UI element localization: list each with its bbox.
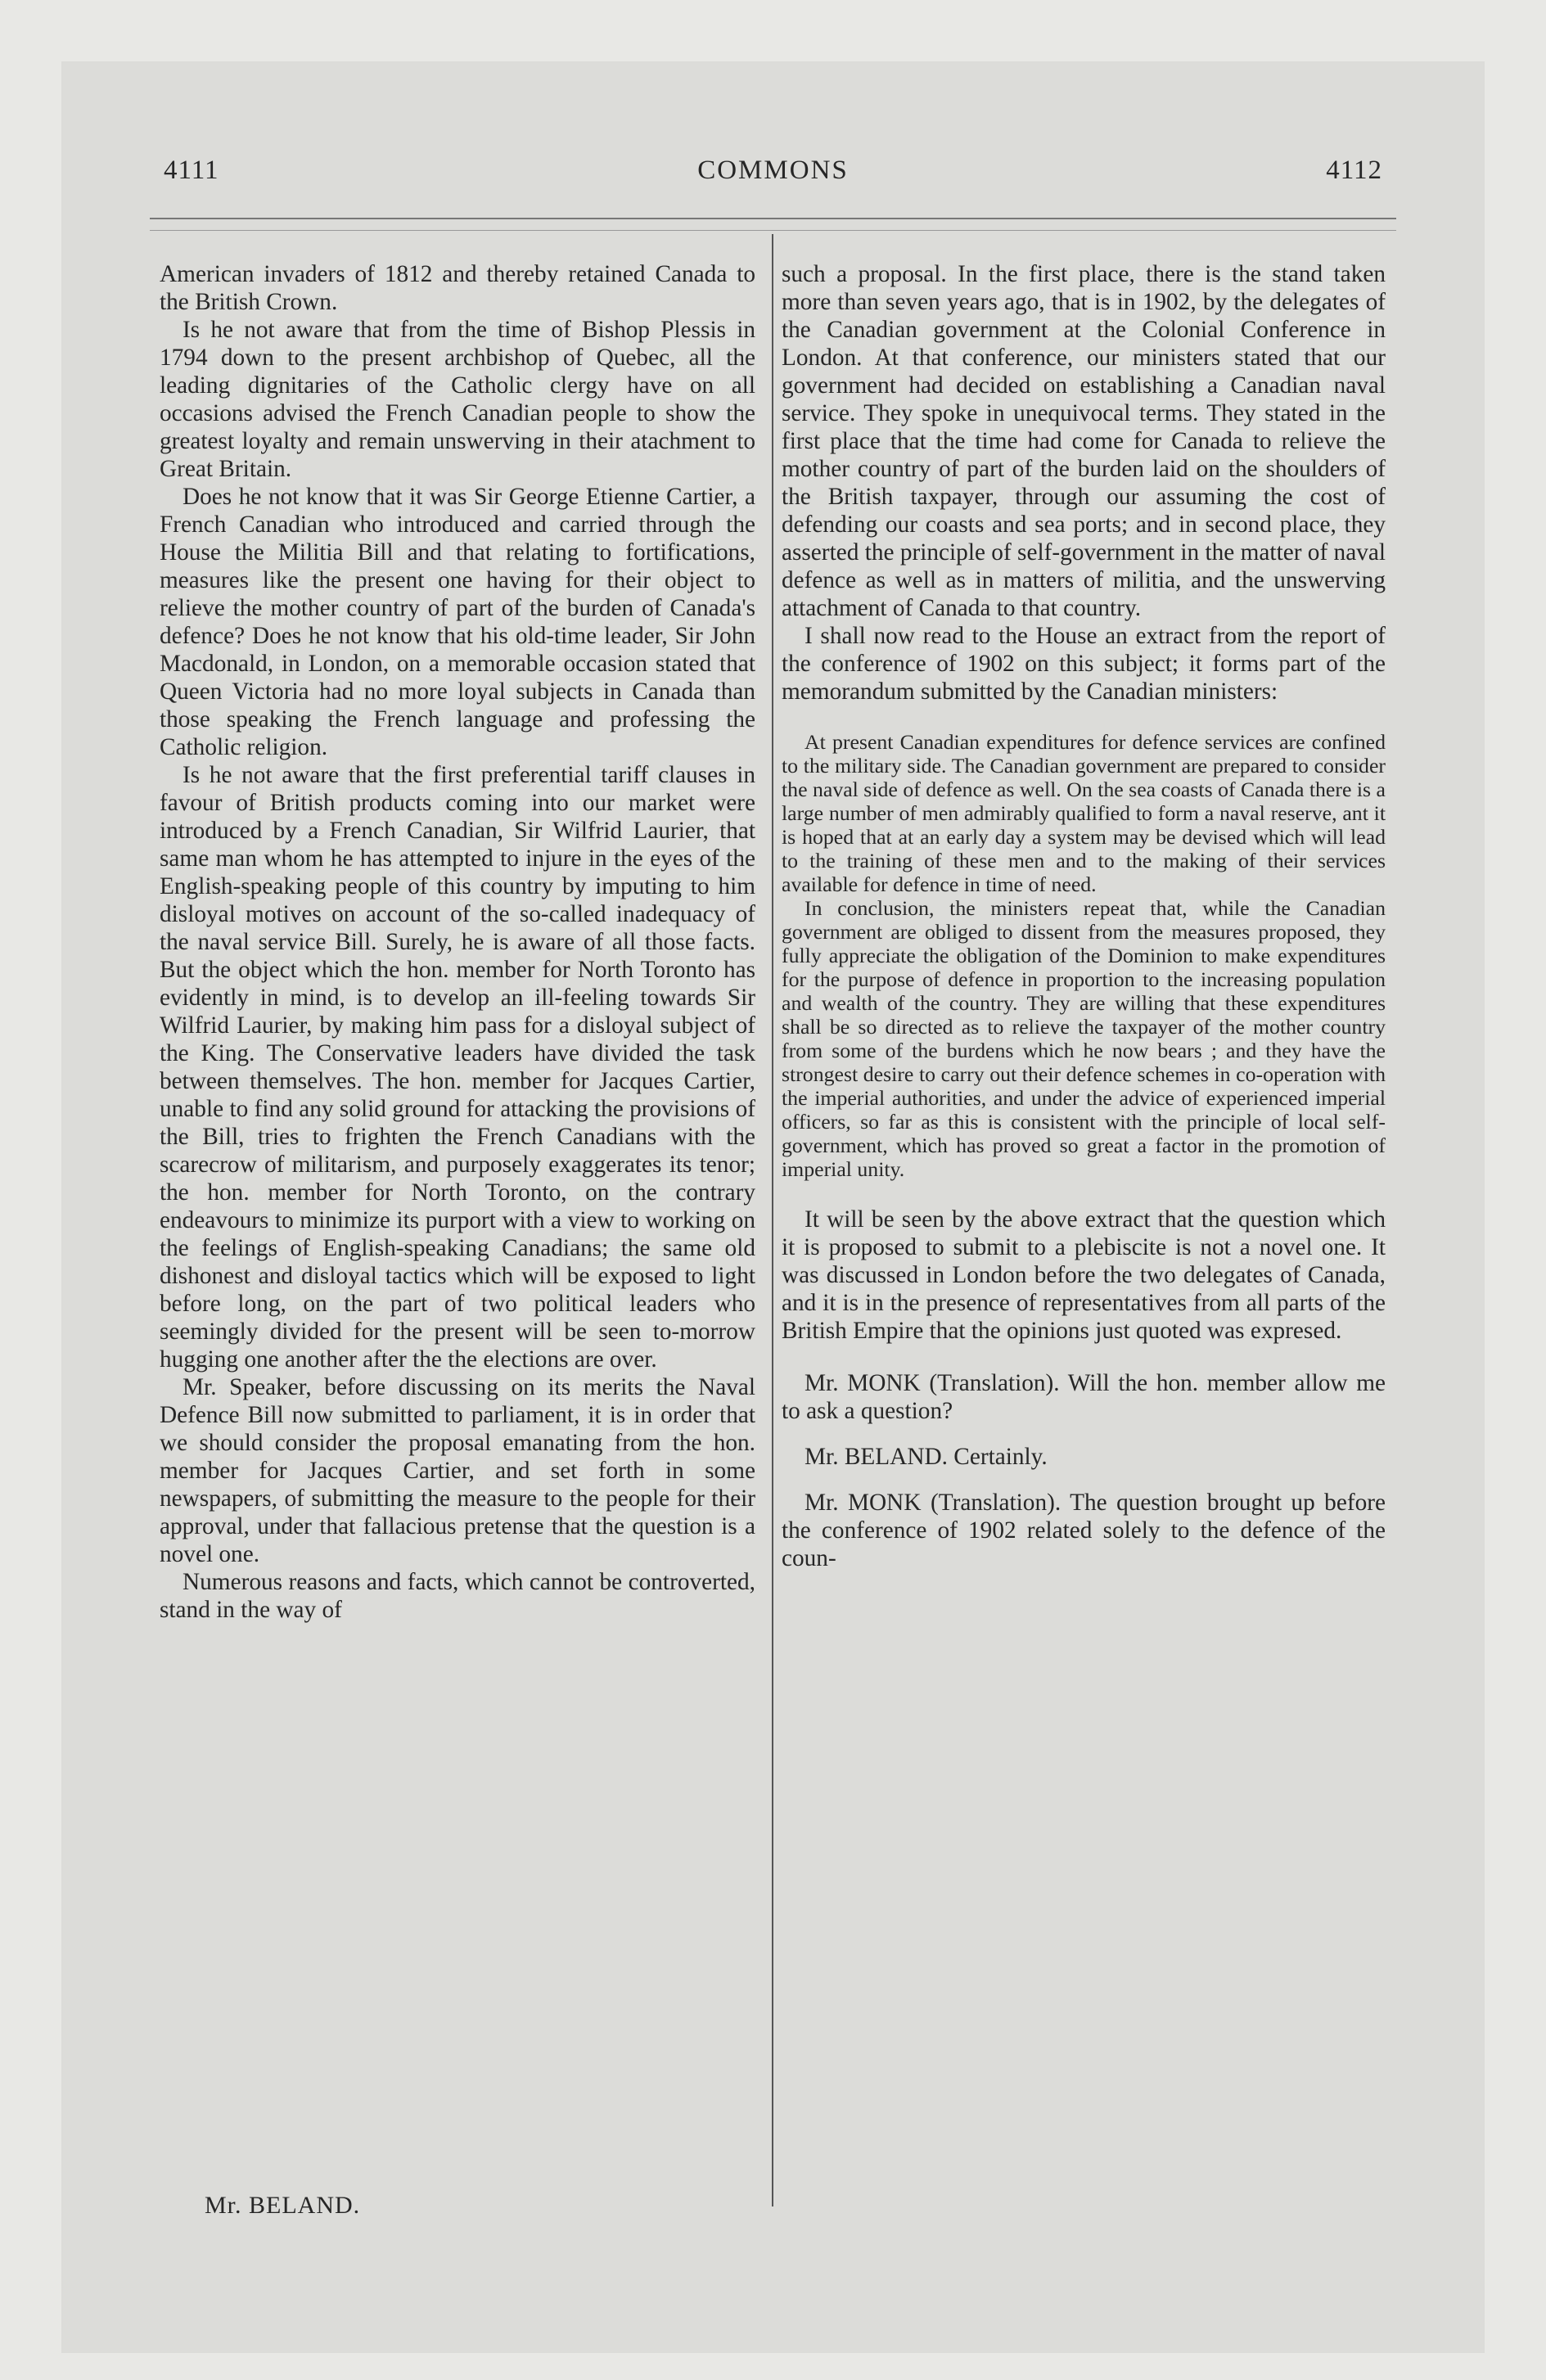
paragraph: such a proposal. In the first place, there is the stand taken more than seven years ago, that is in 1902, by the delegates of the Canadian government at the Colonial Conference in London. At that conference, our ministers stated that our government had decided on establishing a Canadian naval service. They spoke in unequivocal terms. They stated in the first place that the time had come for Canada to relieve the mother country of part of the burden laid on the shoulders of the British taxpayer, through our assuming the cost of defending our coasts and sea ports; and in second place, they asserted the principle of self-government in the matter of naval defence as well as in matters of militia, and the unswerving attachment of Canada to that country. [782,261,1386,621]
page-number-right: 4112 [1326,156,1382,185]
quoted-extract [782,730,1386,1181]
paragraph: Does he not know that it was Sir George Etienne Cartier, a French Canadian who introduced and carried through the House the Militia Bill and that relating to fortifications, measures like the present one having for their object to relieve the mother country of part of the burden of Canada's defence? Does he not know that his old-time leader, Sir John Macdonald, in London, on a memorable occasion stated that Queen Victoria had no more loyal subjects in Canada than those speaking the French language and professing the Catholic religion. [160,484,755,760]
speaker-exchange: Mr. MONK (Translation). The question brought up before the conference of 1902 related solely to the defence of the coun- [782,1490,1386,1571]
quote-paragraph: At present Canadian expenditures for defence services are confined to the military side. The Canadian government are prepared to consider the naval side of defence as well. On the sea coasts of Canada there is a large number of men admirably qualified to form a naval reserve, ant it is hoped that at an early day a system may be devised which will lead to the training of these men and to the making of their services available for defence in time of need. [782,730,1386,896]
column-divider [772,234,773,2206]
paragraph: It will be seen by the above extract that the question which it is proposed to submit to a plebiscite is not a novel one. It was discussed in London before the two delegates of Canada, and it is in the presence of representatives from all parts of the British Empire that the opinions just quoted was expresed. [782,1206,1386,1344]
right-column [782,260,1386,1572]
paragraph: Mr. Speaker, before discussing on its merits the Naval Defence Bill now submitted to parliament, it is in order that we should consider the proposal emanating from the hon. member for Jacques Cartier, and set forth in some newspapers, of submitting the measure to the people for their approval, under that fallacious pretense that the question is a novel one. [160,1374,755,1567]
quote-paragraph: In conclusion, the ministers repeat that, while the Canadian government are obliged to dissent from the measures proposed, they fully appreciate the obligation of the Dominion to make expenditures for the purpose of defence in proportion to the increasing population and wealth of the country. They are willing that these expenditures shall be so directed as to relieve the taxpayer of the mother country from some of the burdens which he now bears ; and they have the strongest desire to carry out their defence schemes in co-operation with the imperial authorities, and under the advice of experienced imperial officers, so far as this is consistent with the principle of local self-government, which has proved so great a factor in the promotion of imperial unity. [782,896,1386,1181]
speaker-exchange: Mr. BELAND. Certainly. [805,1444,1048,1470]
paragraph: I shall now read to the House an extract from the report of the conference of 1902 on this subject; it forms part of the memorandum submitted by the Canadian ministers: [782,623,1386,705]
header-rule [150,218,1396,219]
page-title: COMMONS [697,156,849,185]
speaker-signature: Mr. BELAND. [205,2192,361,2219]
paragraph: Numerous reasons and facts, which cannot be controverted, stand in the way of [160,1569,755,1623]
page-number-left: 4111 [164,156,219,185]
speaker-exchange: Mr. MONK (Translation). Will the hon. member allow me to ask a question? [782,1370,1386,1424]
paragraph: Is he not aware that from the time of Bishop Plessis in 1794 down to the present archbishop of Quebec, all the leading dignitaries of the Catholic clergy have on all occasions advised the French Canadian people to show the greatest loyalty and remain unswerving in their atachment to Great Britain. [160,317,755,482]
paragraph: American invaders of 1812 and thereby retained Canada to the British Crown. [160,261,755,315]
left-column [160,260,755,1624]
header-rule-secondary [150,230,1396,231]
paragraph: Is he not aware that the first preferential tariff clauses in favour of British products coming into our market were introduced by a French Canadian, Sir Wilfrid Laurier, that same man whom he has attempted to injure in the eyes of the English-speaking people of this country by imputing to him disloyal motives on account of the so-called inadequacy of the naval service Bill. Surely, he is aware of all those facts. But the object which the hon. member for North Toronto has evidently in mind, is to develop an ill-feeling towards Sir Wilfrid Laurier, by making him pass for a disloyal subject of the King. The Conservative leaders have divided the task between themselves. The hon. member for Jacques Cartier, unable to find any solid ground for attacking the provisions of the Bill, tries to frighten the French Canadians with the scarecrow of militarism, and purposely exaggerates its tenor; the hon. member for North Toronto, on the contrary endeavours to minimize its purport with a view to working on the feelings of English-speaking Canadians; the same old dishonest and disloyal tactics which will be exposed to light before long, on the part of two political leaders who seemingly divided for the present will be seen to-morrow hugging one another after the the elections are over. [160,762,755,1373]
